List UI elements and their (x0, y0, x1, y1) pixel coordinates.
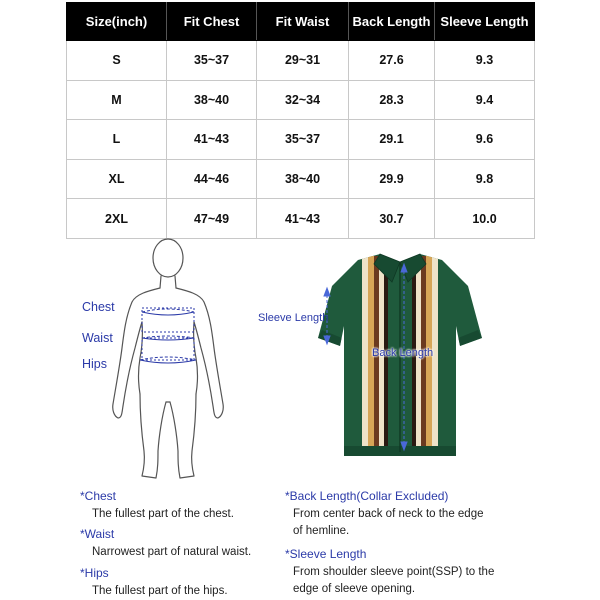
cell-fit-waist: 38~40 (257, 159, 349, 199)
cell-fit-waist: 29~31 (257, 41, 349, 81)
waist-label: Waist (82, 331, 113, 345)
cell-size: XL (67, 159, 167, 199)
sleeve-length-definition (285, 547, 494, 598)
cell-size: 2XL (67, 199, 167, 239)
sleeve-length-label: Sleeve Length (258, 312, 329, 324)
header-size: Size(inch) (67, 3, 167, 41)
sleeve-length-definition-line1: From shoulder sleeve point(SSP) to the (293, 566, 495, 578)
body-outline-icon (100, 236, 240, 486)
cell-back-length: 27.6 (349, 41, 435, 81)
back-length-definition-line1: From center back of neck to the edge (293, 508, 484, 520)
header-back-length: Back Length (349, 3, 435, 41)
waist-definition (80, 527, 251, 561)
back-length-definition-line2: of hemline. (293, 525, 350, 537)
back-length-label: Back Length (372, 347, 434, 359)
hips-definition-title: *Hips (80, 566, 109, 580)
header-fit-waist: Fit Waist (257, 3, 349, 41)
body-figure (100, 236, 240, 486)
table-row (67, 120, 535, 160)
table-row (67, 199, 535, 239)
waist-definition-title: *Waist (80, 527, 115, 541)
sleeve-length-definition-line2: edge of sleeve opening. (293, 583, 416, 595)
cell-back-length: 28.3 (349, 80, 435, 120)
table-row (67, 159, 535, 199)
header-sleeve-length: Sleeve Length (435, 3, 535, 41)
chest-definition-title: *Chest (80, 489, 117, 503)
table-row (67, 41, 535, 81)
cell-fit-chest: 35~37 (167, 41, 257, 81)
cell-back-length: 30.7 (349, 199, 435, 239)
cell-size: L (67, 120, 167, 160)
cell-sleeve-length: 9.3 (435, 41, 535, 81)
cell-fit-chest: 44~46 (167, 159, 257, 199)
cell-sleeve-length: 9.8 (435, 159, 535, 199)
cell-size: M (67, 80, 167, 120)
chest-definition-text: The fullest part of the chest. (92, 508, 234, 520)
waist-definition-text: Narrowest part of natural waist. (92, 546, 252, 558)
cell-fit-waist: 41~43 (257, 199, 349, 239)
chest-label: Chest (82, 300, 115, 314)
cell-sleeve-length: 10.0 (435, 199, 535, 239)
cell-fit-chest: 41~43 (167, 120, 257, 160)
hips-label: Hips (82, 357, 108, 371)
header-fit-chest: Fit Chest (167, 3, 257, 41)
cell-back-length: 29.9 (349, 159, 435, 199)
hips-definition-text: The fullest part of the hips. (92, 585, 228, 597)
cell-fit-waist: 35~37 (257, 120, 349, 160)
back-length-definition-title: *Back Length(Collar Excluded) (285, 489, 449, 503)
sleeve-length-definition-title: *Sleeve Length (285, 547, 367, 561)
table-row (67, 80, 535, 120)
cell-fit-chest: 47~49 (167, 199, 257, 239)
back-length-definition (285, 489, 484, 540)
cell-size: S (67, 41, 167, 81)
cell-fit-waist: 32~34 (257, 80, 349, 120)
cell-back-length: 29.1 (349, 120, 435, 160)
chest-definition (80, 489, 234, 523)
cell-sleeve-length: 9.4 (435, 80, 535, 120)
hips-definition (80, 566, 228, 600)
cell-fit-chest: 38~40 (167, 80, 257, 120)
size-chart-table (66, 2, 535, 239)
table-header-row (67, 3, 535, 41)
cell-sleeve-length: 9.6 (435, 120, 535, 160)
